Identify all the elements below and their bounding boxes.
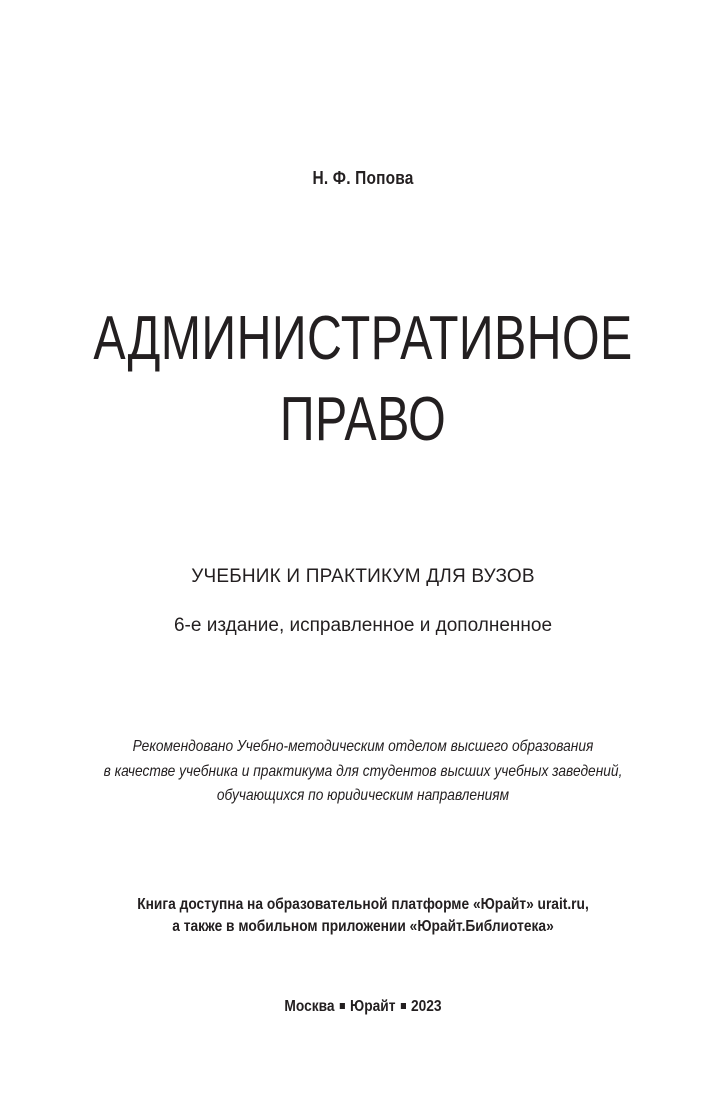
imprint — [51, 998, 675, 1016]
imprint-publisher: Юрайт — [350, 998, 396, 1015]
square-separator-icon — [340, 1003, 345, 1009]
edition-info: 6-е издание, исправленное и дополненное — [173, 615, 553, 636]
book-title-line-2: ПРАВО — [279, 385, 447, 454]
square-separator-icon — [401, 1003, 406, 1009]
book-title-line-1: АДМИНИСТРАТИВНОЕ — [93, 304, 633, 373]
imprint-year: 2023 — [410, 998, 442, 1015]
imprint-city: Москва — [284, 998, 335, 1015]
availability-line-2: а также в мобильном приложении «Юрайт.Библиотека» — [172, 918, 554, 935]
recommendation-line-1: Рекомендовано Учебно-методическим отделом высшего образования — [132, 738, 594, 755]
availability-line-1: Книга доступна на образовательной платформе «Юрайт» urait.ru, — [137, 896, 589, 913]
author-name: Н. Ф. Попова — [312, 168, 414, 188]
recommendation-line-2: в качестве учебника и практикума для студентов высших учебных заведений, — [103, 763, 623, 780]
recommendation-line-3: обучающихся по юридическим направлениям — [216, 787, 510, 804]
book-subtitle: УЧЕБНИК И ПРАКТИКУМ ДЛЯ ВУЗОВ — [191, 566, 535, 587]
